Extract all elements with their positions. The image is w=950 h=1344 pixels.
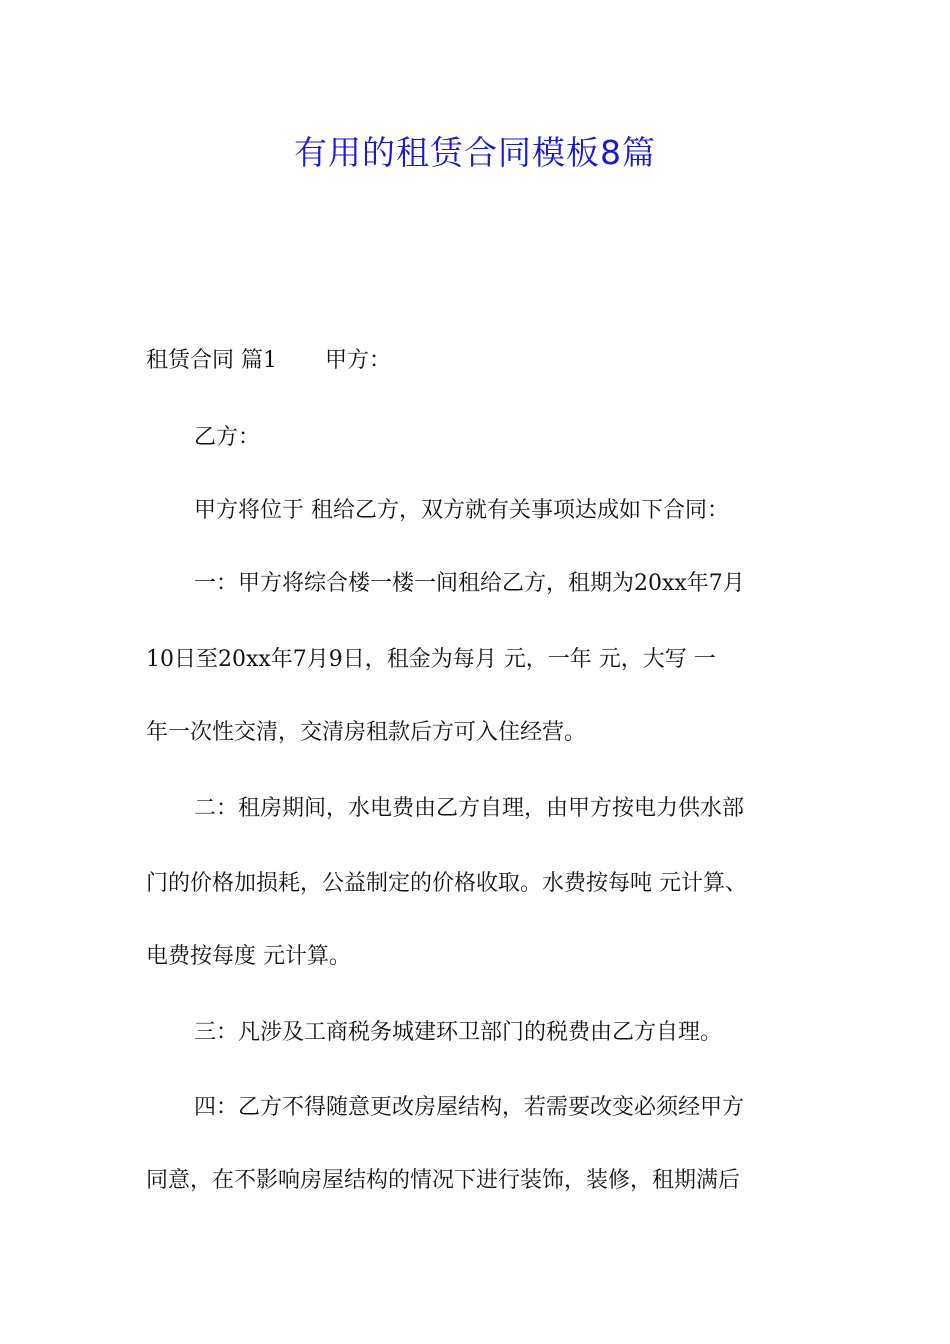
paragraph-line: 二：租房期间，水电费由乙方自理，由甲方按电力供水部 <box>194 796 745 821</box>
party-b-label: 乙方： <box>194 425 261 450</box>
paragraph-line: 三：凡涉及工商税务城建环卫部门的税费由乙方自理。 <box>194 1020 723 1045</box>
paragraph-line: 一：甲方将综合楼一楼一间租给乙方，租期为20xx年7月 <box>194 571 745 596</box>
document-title: 有用的租赁合同模板8篇 <box>294 133 656 172</box>
section-heading-line <box>146 346 806 376</box>
paragraph-line: 10日至20xx年7月9日，租金为每月 元，一年 元，大写 一 <box>146 647 716 672</box>
paragraph-line: 同意，在不影响房屋结构的情况下进行装饰，装修，租期满后 <box>146 1168 741 1193</box>
section-heading: 租赁合同 篇1 <box>146 348 277 373</box>
party-a-label: 甲方： <box>325 348 392 373</box>
paragraph-line: 甲方将位于 租给乙方，双方就有关事项达成如下合同： <box>194 498 729 523</box>
paragraph-line: 门的价格加损耗，公益制定的价格收取。水费按每吨 元计算、 <box>146 871 747 896</box>
paragraph-line: 电费按每度 元计算。 <box>146 944 351 969</box>
paragraph-line: 年一次性交清，交清房租款后方可入住经营。 <box>146 720 587 745</box>
paragraph-line: 四：乙方不得随意更改房屋结构，若需要改变必须经甲方 <box>194 1095 745 1120</box>
